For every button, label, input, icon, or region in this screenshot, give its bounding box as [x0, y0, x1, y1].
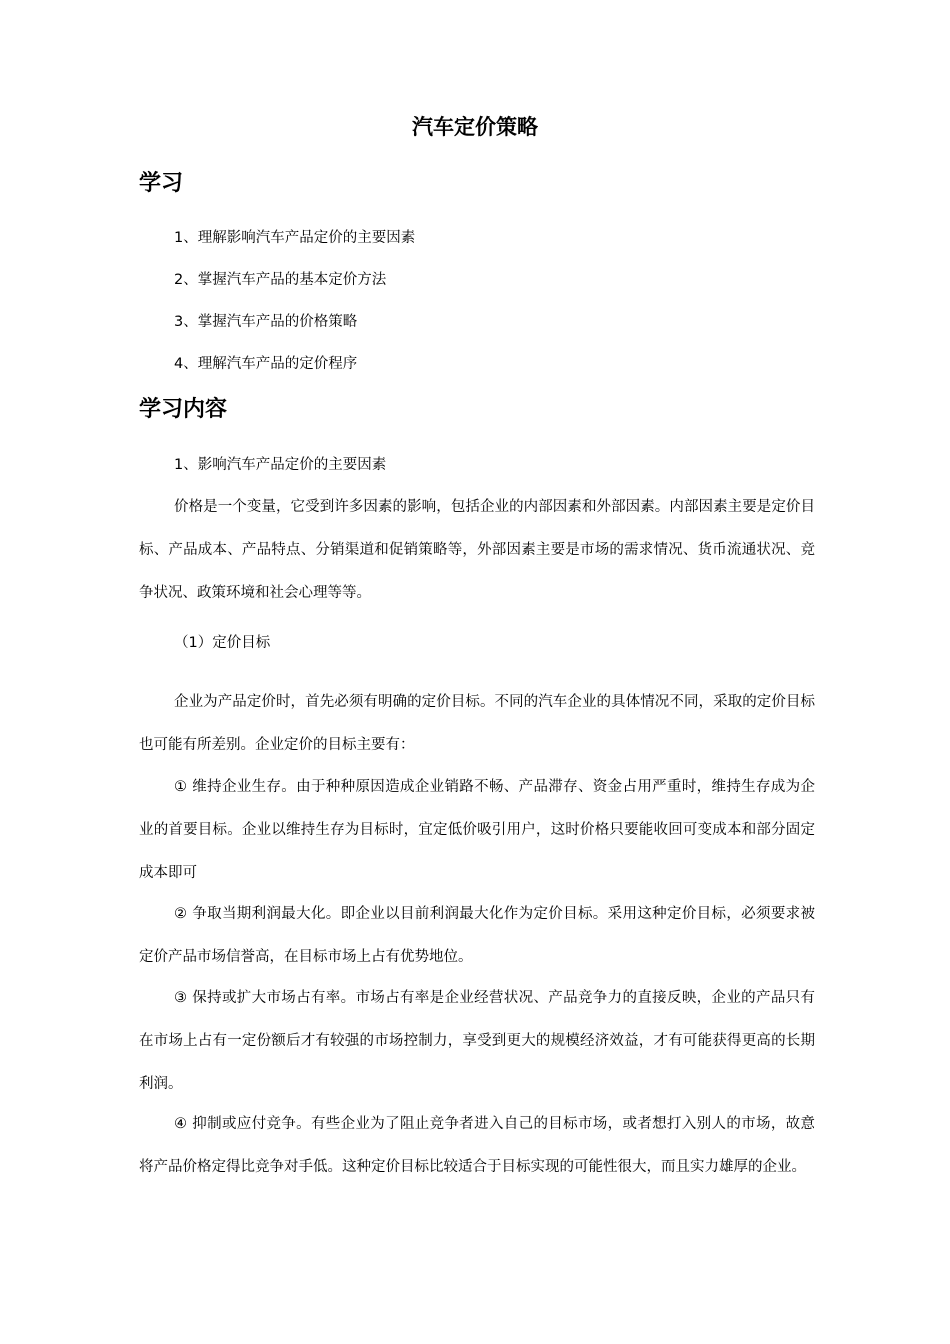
- study-goal-item: 3、掌握汽车产品的价格策略: [174, 314, 358, 330]
- section-heading-content: 学习内容: [139, 397, 228, 422]
- pricing-goal-point: ④ 抑制或应付竞争。有些企业为了阻止竞争者进入自己的目标市场，或者想打入别人的市场，故意将产品价格定得比竞争对手低。这种定价目标比较适合于目标实现的可能性很大，而且实力雄厚的企业。: [139, 1116, 815, 1175]
- document-title: 汽车定价策略: [412, 115, 538, 139]
- pricing-goal-point: ② 争取当期利润最大化。即企业以目前利润最大化作为定价目标。采用这种定价目标，必须要求被定价产品市场信誉高，在目标市场上占有优势地位。: [139, 906, 815, 965]
- pricing-goal-intro: 企业为产品定价时，首先必须有明确的定价目标。不同的汽车企业的具体情况不同，采取的定价目标也可能有所差别。企业定价的目标主要有：: [139, 694, 815, 753]
- section-heading-study: 学习: [139, 171, 184, 196]
- study-goal-item: 1、理解影响汽车产品定价的主要因素: [174, 230, 416, 246]
- pricing-goal-point: ① 维持企业生存。由于种种原因造成企业销路不畅、产品滞存、资金占用严重时，维持生存成为企业的首要目标。企业以维持生存为目标时，宜定低价吸引用户，这时价格只要能收回可变成本和部分固定成本即可: [139, 779, 815, 881]
- pricing-goal-point: ③ 保持或扩大市场占有率。市场占有率是企业经营状况、产品竞争力的直接反映，企业的产品只有在市场上占有一定份额后才有较强的市场控制力，享受到更大的规模经济效益，才有可能获得更高的长期利润。: [139, 990, 815, 1092]
- study-goal-item: 4、理解汽车产品的定价程序: [174, 356, 358, 372]
- pricing-goal-heading: （1）定价目标: [174, 635, 271, 651]
- study-goal-item: 2、掌握汽车产品的基本定价方法: [174, 272, 387, 288]
- content-subheading: 1、影响汽车产品定价的主要因素: [174, 457, 387, 473]
- intro-paragraph: 价格是一个变量，它受到许多因素的影响，包括企业的内部因素和外部因素。内部因素主要是定价目标、产品成本、产品特点、分销渠道和促销策略等，外部因素主要是市场的需求情况、货币流通状况、竞争状况、政策环境和社会心理等等。: [139, 499, 815, 601]
